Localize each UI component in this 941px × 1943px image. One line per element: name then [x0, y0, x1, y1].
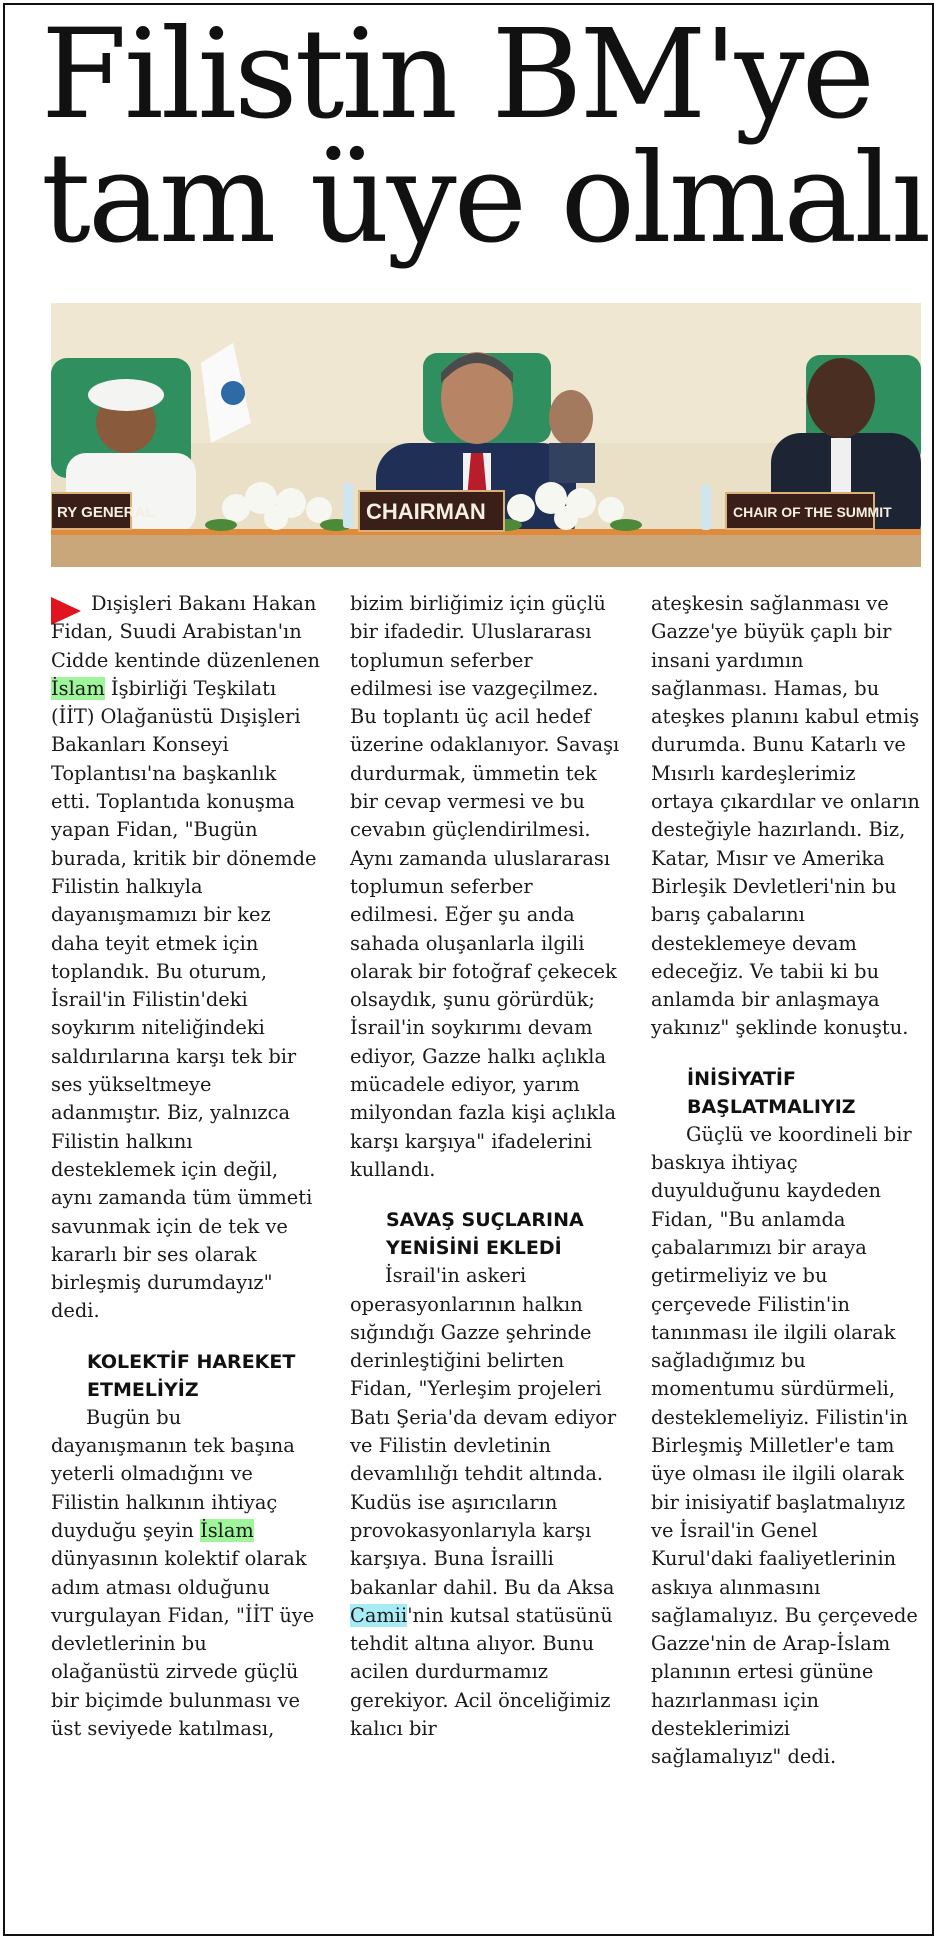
subheading-savas-suclari: SAVAŞ SUÇLARINA YENİSİNİ EKLEDİ — [386, 1209, 584, 1260]
highlight-islam: İslam — [51, 676, 105, 700]
headline-line-1: Filistin BM'ye — [41, 3, 873, 147]
paragraph: bizim birliğimiz için güçlü bir ifadedir. Uluslararası toplumun seferber edilmesi ise vazgeçilmez. Bu toplantı üç acil hedef üzerine odaklanıyor. Savaşı durdurmak, ümmetin tek bir cevap vermesi ve bu cevabın güçlendirilmesi. Aynı zamanda uluslararası toplumun seferber edilmesi. Eğer şu anda sahada oluşanlarla ilgili olarak bir fotoğraf çekecek olsaydık, şunu görürdük; İsrail'in soykırımı devam ediyor, Gazze halkı açlıkla mücadele ediyor, yarım milyondan fazla kişi açlıkla karşı karşıya" ifadelerini kullandı. — [350, 592, 620, 1181]
paragraph: Güçlü ve koordineli bir baskıya ihtiyaç duyulduğunu kaydeden Fidan, "Bu anlamda çabalarımızı bir araya getirmeliyiz ve bu çerçevede Filistin'in tanınması ile ilgili olarak sağladığımız bu momentumu sürdürmeli, desteklemeliyiz. Filistin'in Birleşmiş Milletler'e tam üye olması ile ilgili olarak bir inisiyatif başlatmalıyız ve İsrail'in Genel Kurul'daki faaliyetlerinin askıya alınmasını sağlamalıyız. Bu çerçevede Gazze'nin de Arap-İslam planının ertesi gününe hazırlanması için desteklerimizi sağlamalıyız" dedi. — [651, 1122, 918, 1769]
article-frame — [3, 3, 934, 1936]
paragraph: Bugün bu dayanışmanın tek başına yeterli olmadığını ve Filistin halkının ihtiyaç duyduğu şeyin İslam dünyasının kolektif olarak adım atması olduğunu vurgulayan Fidan, "İİT üye devletlerinin bu olağanüstü zirvede güçlü bir biçimde bulunması ve üst seviyede katılması, — [51, 1405, 315, 1740]
placard-secretary-general: RY GENERAL — [57, 504, 155, 521]
paragraph: Dışişleri Bakanı Hakan Fidan, Suudi Arabistan'ın Cidde kentinde düzenlenen İslam İşbirliği Teşkilatı (İİT) Olağanüstü Dışişleri Bakanları Konseyi Toplantısı'na başkanlık etti. Toplantıda konuşma yapan Fidan, "Bugün burada, kritik bir dönemde Filistin halkıyla dayanışmamızı bir kez daha teyit etmek için toplandık. Bu oturum, İsrail'in Filistin'deki soykırım niteliğindeki saldırılarına karşı tek bir ses yükseltmeye adanmıştır. Biz, yalnızca Filistin halkını desteklemek için değil, aynı zamanda tüm ümmeti savunmak için de tek ve kararlı bir ses olarak birleşmiş durumdayız" dedi. — [51, 592, 320, 1323]
highlight-camii: Camii — [350, 1603, 408, 1627]
placard-chair-of-summit: CHAIR OF THE SUMMIT — [733, 504, 892, 520]
headline-line-2: tam üye olmalı — [41, 127, 928, 271]
paragraph: İsrail'in askeri operasyonlarının halkın sığındığı Gazze şehrinde derinleştiğini belirten Fidan, "Yerleşim projeleri Batı Şeria'da devam ediyor ve Filistin devletinin devamlılığı tehdit altında. Kudüs ise aşırıcıların provokasyonlarıyla karşı karşıya. Buna İsrailli bakanlar dahil. Bu da Aksa Camii'nin kutsal statüsünü tehdit altına alıyor. Bunu acilen durdurmamız gerekiyor. Acil önceliğimiz kalıcı bir — [350, 1264, 617, 1740]
article-column-1 — [51, 590, 321, 1743]
subheading-inisiyatif: İNİSİYATİF BAŞLATMALIYIZ — [687, 1067, 856, 1118]
paragraph: ateşkesin sağlanması ve Gazze'ye büyük çaplı bir insani yardımın sağlanması. Hamas, bu ateşkes planını kabul etmiş durumda. Bunu Katarlı ve Mısırlı kardeşlerimiz ortaya çıkardılar ve onların desteğiyle hazırlandı. Biz, Katar, Mısır ve Amerika Birleşik Devletleri'nin bu barış çabalarını desteklemeye devam edeceğiz. Ve tabii ki bu anlamda bir anlaşmaya yakınız" şeklinde konuştu. — [651, 592, 920, 1040]
subheading-kolektif: KOLEKTİF HAREKET ETMELİYİZ — [87, 1350, 296, 1401]
article-column-3 — [651, 590, 921, 1772]
placard-chairman: CHAIRMAN — [366, 499, 486, 524]
article-column-2 — [350, 590, 620, 1743]
summit-photo — [51, 303, 921, 567]
highlight-islam: İslam — [200, 1518, 254, 1542]
headline — [41, 3, 928, 271]
